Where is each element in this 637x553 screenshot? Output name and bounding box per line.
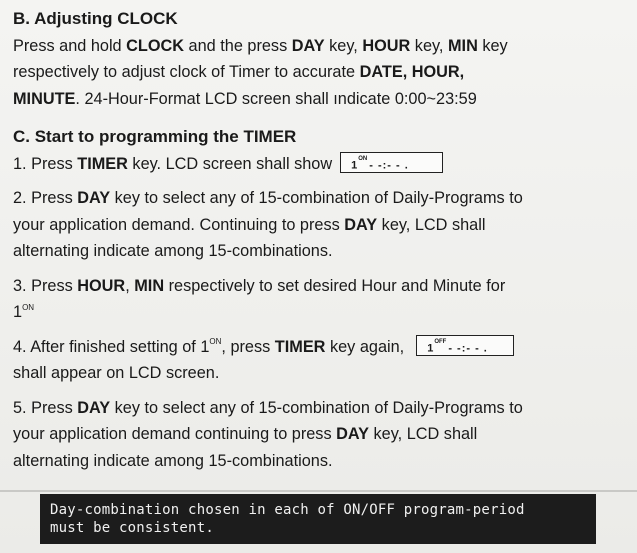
section-b-line-2 xyxy=(13,59,628,86)
text: 4. After finished setting of 1 xyxy=(13,337,210,356)
text: and the press xyxy=(184,36,292,55)
step-5-line-2 xyxy=(13,421,628,448)
text: 3. Press xyxy=(13,276,78,295)
note-line-1: Day-combination chosen in each of ON/OFF program-period xyxy=(50,502,525,518)
text: 5. Press xyxy=(13,398,78,417)
date-hour-label: DATE, HOUR, xyxy=(359,63,465,81)
section-b-line-3 xyxy=(13,86,628,113)
step-2-line-1 xyxy=(13,185,628,212)
day-key-label: DAY xyxy=(336,425,370,443)
timer-key-label: TIMER xyxy=(77,154,128,173)
hour-key-label: HOUR xyxy=(362,36,411,55)
text: your application demand. Continuing to press xyxy=(13,215,345,234)
text: key, LCD shall xyxy=(369,425,478,443)
lcd-time-digits: - -:- - . xyxy=(369,159,409,172)
lcd-program-number: 1 xyxy=(351,159,358,172)
timer-key-label: TIMER xyxy=(274,337,326,356)
manual-content xyxy=(13,6,628,474)
section-c-heading: C. Start to programming the TIMER xyxy=(13,127,297,146)
divider xyxy=(0,490,637,492)
on-superscript: ON xyxy=(209,337,222,347)
text: Press and hold xyxy=(13,36,127,55)
text: 1. Press xyxy=(13,154,78,173)
section-b-line-1 xyxy=(13,33,628,60)
step-4-line-1 xyxy=(13,334,628,361)
hour-key-label: HOUR xyxy=(77,276,126,295)
text: , xyxy=(125,276,135,295)
step-3-line-1 xyxy=(13,273,628,300)
note-line-2: must be consistent. xyxy=(50,520,214,536)
lcd-program-number: 1 xyxy=(427,342,434,355)
day-key-label: DAY xyxy=(291,36,325,55)
spacer xyxy=(13,265,628,273)
text: . 24-Hour-Format LCD screen shall ındicate 0:00~23:59 xyxy=(75,89,477,108)
text: key, xyxy=(410,36,448,55)
spacer xyxy=(13,177,628,185)
day-key-label: DAY xyxy=(344,215,378,234)
day-key-label: DAY xyxy=(77,189,111,207)
text: key, xyxy=(324,36,363,55)
step-4-line-2: shall appear on LCD screen. xyxy=(13,364,220,382)
min-key-label: MIN xyxy=(134,276,165,295)
spacer xyxy=(13,112,628,124)
text: key again, xyxy=(325,337,405,356)
text: respectively to set desired Hour and Minute for xyxy=(164,276,506,295)
text: key to select any of 15-combination of Daily-Programs to xyxy=(110,189,523,207)
on-superscript: ON xyxy=(22,302,35,312)
note-banner xyxy=(40,494,596,544)
text: key to select any of 15-combination of Daily-Programs to xyxy=(110,398,523,417)
text: your application demand continuing to press xyxy=(13,425,337,443)
text: 2. Press xyxy=(13,189,78,207)
program-number: 1 xyxy=(13,303,23,321)
step-5-line-1 xyxy=(13,395,628,422)
lcd-display-on xyxy=(340,152,443,173)
step-3-line-2 xyxy=(13,299,628,326)
lcd-display-off xyxy=(416,335,514,356)
spacer xyxy=(13,326,628,334)
lcd-off-indicator: OFF xyxy=(434,338,447,345)
step-1 xyxy=(13,151,628,178)
min-key-label: MIN xyxy=(447,36,478,55)
clock-key-label: CLOCK xyxy=(126,36,185,55)
section-b-heading: B. Adjusting CLOCK xyxy=(13,9,178,28)
minute-label: MINUTE xyxy=(13,89,76,108)
step-5-line-3: alternating indicate among 15-combinations. xyxy=(13,451,333,470)
step-2-line-3: alternating indicate among 15-combinations. xyxy=(13,242,333,260)
lcd-time-digits: - -:- - . xyxy=(448,342,488,355)
text: , press xyxy=(221,337,275,356)
text: key, LCD shall xyxy=(377,215,486,234)
step-2-line-2 xyxy=(13,212,628,239)
text: key xyxy=(477,36,508,55)
day-key-label: DAY xyxy=(77,398,111,417)
spacer xyxy=(13,387,628,395)
text: key. LCD screen shall show xyxy=(127,154,333,173)
text: respectively to adjust clock of Timer to accurate xyxy=(13,63,360,81)
lcd-on-indicator: ON xyxy=(358,155,368,162)
